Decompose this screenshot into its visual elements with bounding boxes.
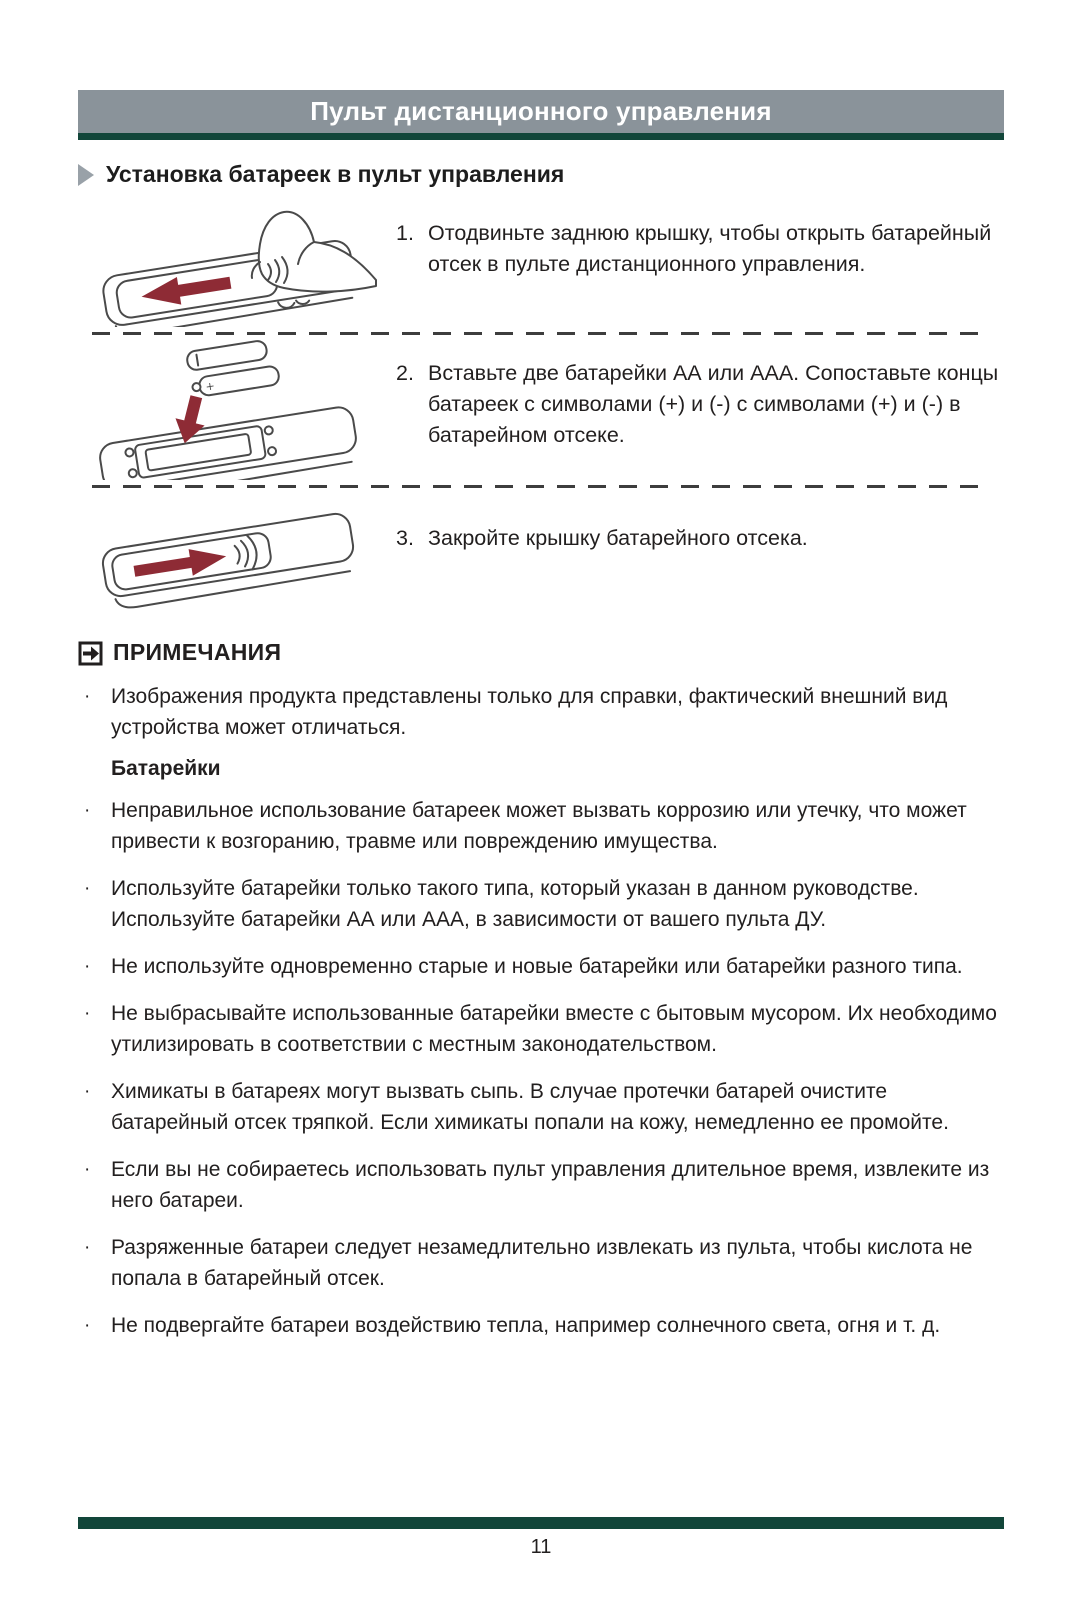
note-item [78, 873, 1004, 935]
notes-title: ПРИМЕЧАНИЯ [113, 639, 282, 665]
page-header [78, 90, 1004, 140]
illustration-slide-open-back-cover [78, 202, 378, 327]
step-row-3 [78, 493, 1004, 611]
bullet-marker: · [84, 800, 91, 821]
note-item [78, 1076, 1004, 1138]
section-title: Установка батареек в пульт управления [106, 161, 565, 187]
notes-section [78, 639, 1004, 1341]
bullet-marker: · [84, 1159, 91, 1180]
note-text: Не выбрасывайте использованные батарейки вместе с бытовым мусором. Их необходимо утилизировать в соответствии с местным законодательством. [111, 1002, 997, 1056]
note-text: Изображения продукта представлены только для справки, фактический внешний вид устройства может отличаться. [111, 685, 948, 739]
bullet-marker: · [84, 878, 91, 899]
page-number: 11 [530, 1536, 552, 1558]
note-text: Химикаты в батареях могут вызвать сыпь. В случае протечки батарей очистите батарейный отсек тряпкой. Если химикаты попали на кожу, немедленно ее промойте. [111, 1080, 949, 1134]
section-heading [78, 161, 1004, 188]
triangle-bullet-icon [78, 164, 94, 186]
note-text: Разряженные батареи следует незамедлительно извлекать из пульта, чтобы кислота не попала в батарейный отсек. [111, 1236, 973, 1290]
bullet-marker: · [84, 1237, 91, 1258]
insert-batteries-drawing [78, 340, 378, 480]
step-1-text: Отодвиньте заднюю крышку, чтобы открыть батарейный отсек в пульте дистанционного управления. [428, 221, 992, 276]
bullet-marker: · [84, 956, 91, 977]
step-3-number: 3. [396, 526, 414, 550]
note-item [78, 1310, 1004, 1341]
step-2-number: 2. [396, 361, 414, 385]
note-text: Не используйте одновременно старые и новые батарейки или батарейки разного типа. [111, 955, 963, 978]
note-item [78, 951, 1004, 982]
note-text: Используйте батарейки только такого типа, который указан в данном руководстве. Используйте батарейки АА или ААА, в зависимости от вашего пульта ДУ. [111, 877, 919, 931]
note-text: Неправильное использование батареек может вызвать коррозию или утечку, что может привести к возгоранию, травме или повреждению имущества. [111, 799, 967, 853]
notes-subheading: Батарейки [111, 757, 221, 780]
battery-plus-label: + [204, 379, 216, 394]
step-1-number: 1. [396, 221, 414, 245]
illustration-close-battery-cover [78, 493, 378, 611]
footer-rule [78, 1517, 1004, 1529]
remote-slide-cover-drawing [78, 202, 378, 327]
illustration-insert-two-batteries [78, 340, 378, 480]
step-1 [396, 202, 1004, 280]
notes-list [78, 681, 1004, 1341]
note-item [78, 1154, 1004, 1216]
note-text: Не подвергайте батареи воздействию тепла, например солнечного света, огня и т. д. [111, 1314, 941, 1337]
dashed-separator [92, 332, 990, 335]
note-item [78, 998, 1004, 1060]
step-3-text: Закройте крышку батарейного отсека. [428, 526, 808, 550]
close-cover-drawing [78, 493, 378, 611]
note-text: Если вы не собираетесь использовать пульт управления длительное время, извлеките из него батареи. [111, 1158, 990, 1212]
arrow-in-box-icon [78, 640, 104, 666]
step-2 [396, 340, 1004, 451]
bullet-marker: · [84, 1003, 91, 1024]
note-item [78, 681, 1004, 743]
step-row-1 [78, 202, 1004, 327]
dashed-separator [92, 485, 990, 488]
page-header-title: Пульт дистанционного управления [310, 96, 772, 126]
notes-heading [78, 639, 1004, 666]
bullet-marker: · [84, 686, 91, 707]
step-3 [396, 493, 1004, 554]
bullet-marker: · [84, 1315, 91, 1336]
step-row-2 [78, 340, 1004, 480]
bullet-marker: · [84, 1081, 91, 1102]
note-item [78, 1232, 1004, 1294]
note-item [78, 795, 1004, 857]
steps-block [78, 202, 1004, 611]
step-2-text: Вставьте две батарейки АА или ААА. Сопоставьте концы батареек с символами (+) и (-) с символами (+) и (-) в батарейном отсеке. [428, 361, 999, 447]
